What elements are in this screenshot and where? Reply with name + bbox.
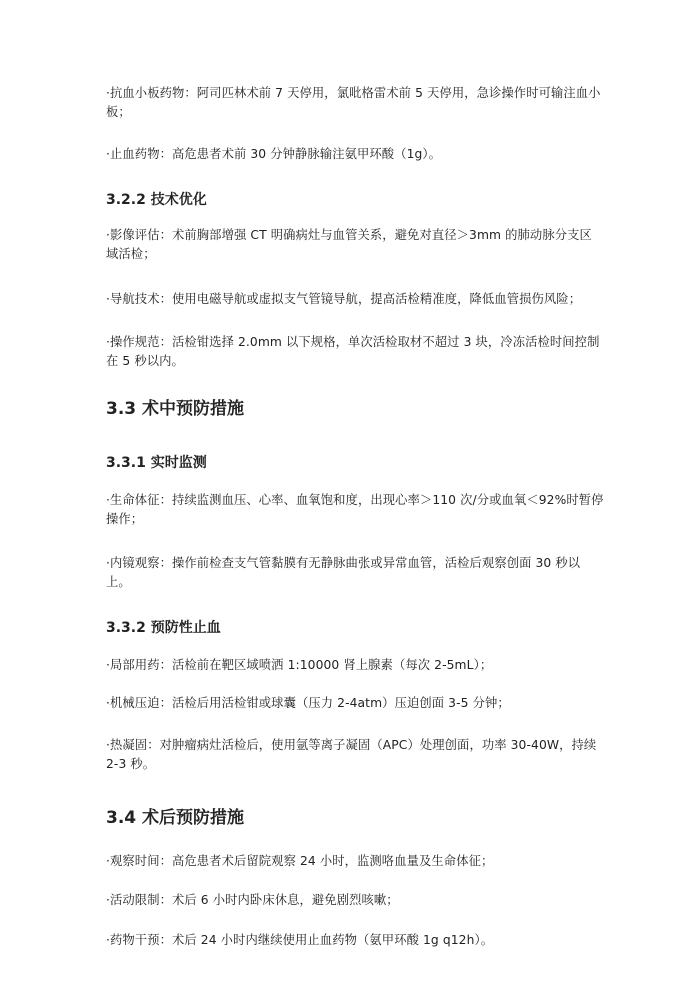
heading-3-3-2: 3.3.2 预防性止血	[106, 620, 221, 636]
heading-3-3-1: 3.3.1 实时监测	[106, 455, 207, 471]
paragraph-navigation: ·导航技术：使用电磁导航或虚拟支气管镜导航，提高活检精准度，降低血管损伤风险；	[106, 292, 582, 306]
heading-3-3: 3.3 术中预防措施	[106, 399, 245, 419]
paragraph-procedure: ·操作规范：活检钳选择 2.0mm 以下规格，单次活检取材不超过 3 块，冷冻活检时间控制在 5 秒以内。	[106, 335, 600, 368]
paragraph-antiplatelet: ·抗血小板药物：阿司匹林术前 7 天停用，氯吡格雷术前 5 天停用，急诊操作时可输注血小板；	[106, 86, 601, 119]
paragraph-drug-intervention: ·药物干预：术后 24 小时内继续使用止血药物（氨甲环酸 1g q12h）。	[106, 933, 494, 947]
paragraph-activity-restriction: ·活动限制：术后 6 小时内卧床休息，避免剧烈咳嗽；	[106, 893, 399, 907]
paragraph-vital-signs: ·生命体征：持续监测血压、心率、血氧饱和度，出现心率＞110 次/分或血氧＜92%时暂停操作；	[106, 493, 604, 526]
paragraph-hemostatic-drugs: ·止血药物：高危患者术前 30 分钟静脉输注氨甲环酸（1g）。	[106, 147, 442, 161]
paragraph-local-medication: ·局部用药：活检前在靶区域喷洒 1:10000 肾上腺素（每次 2-5mL）；	[106, 658, 493, 672]
heading-3-2-2: 3.2.2 技术优化	[106, 192, 207, 208]
paragraph-observation-time: ·观察时间：高危患者术后留院观察 24 小时，监测咯血量及生命体征；	[106, 854, 494, 868]
paragraph-mechanical-compression: ·机械压迫：活检后用活检钳或球囊（压力 2-4atm）压迫创面 3-5 分钟；	[106, 696, 510, 710]
paragraph-thermal-coagulation: ·热凝固：对肿瘤病灶活检后，使用氩等离子凝固（APC）处理创面，功率 30-40W，持续 2-3 秒。	[106, 738, 597, 771]
paragraph-endoscopy: ·内镜观察：操作前检查支气管黏膜有无静脉曲张或异常血管，活检后观察创面 30 秒以上。	[106, 556, 581, 589]
paragraph-imaging: ·影像评估：术前胸部增强 CT 明确病灶与血管关系，避免对直径＞3mm 的肺动脉分支区域活检；	[106, 228, 592, 261]
heading-3-4: 3.4 术后预防措施	[106, 808, 245, 828]
